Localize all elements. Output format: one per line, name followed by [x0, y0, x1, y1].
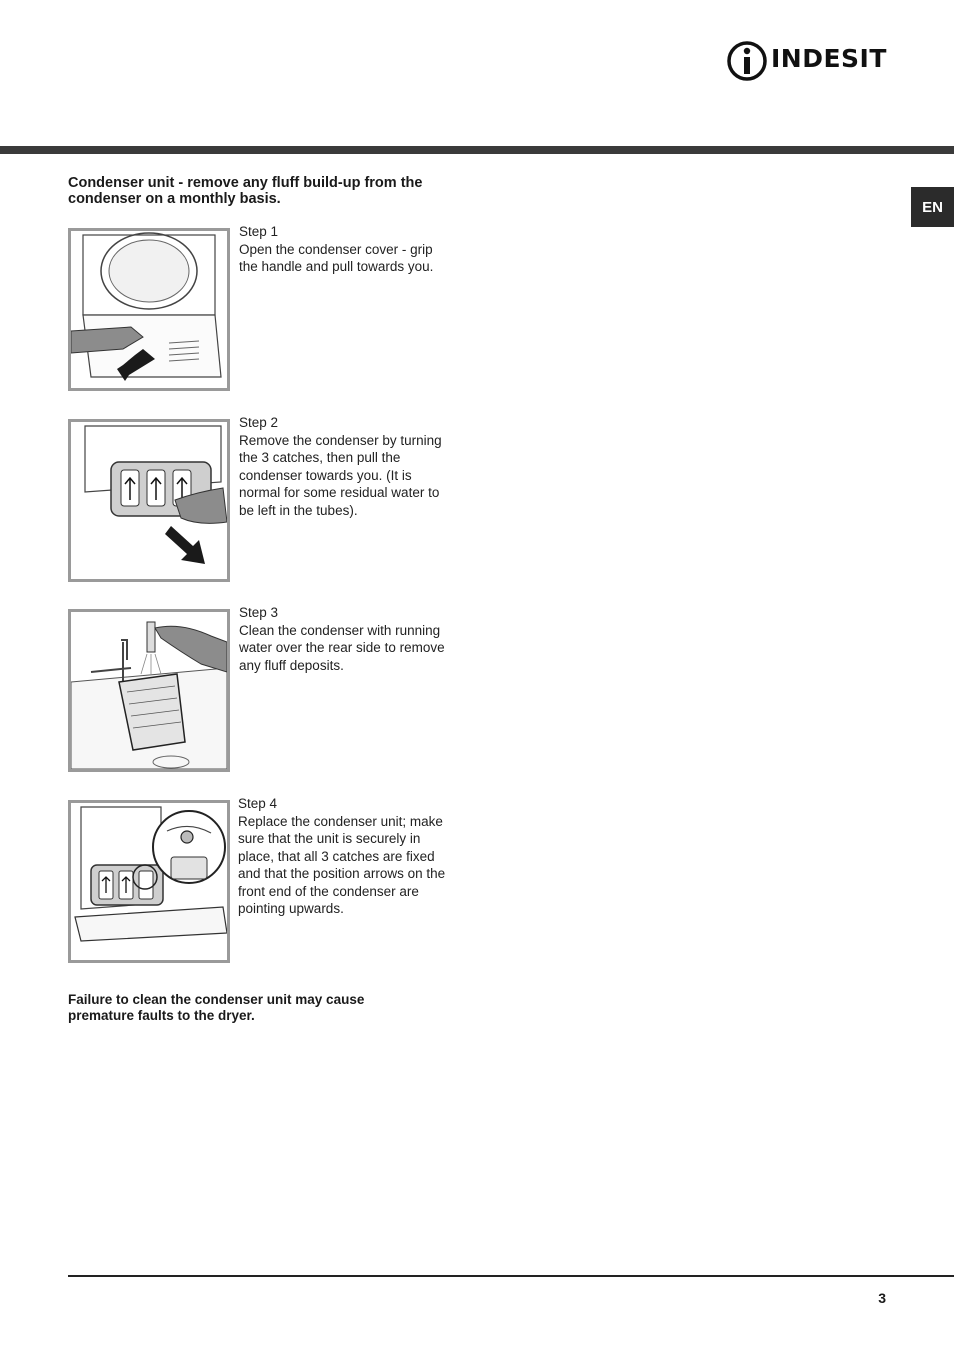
brand-name: INDESIT [771, 44, 887, 73]
step-2-illustration [68, 419, 230, 582]
indesit-logo-icon [727, 40, 769, 82]
step-instructions: Replace the condenser unit; make sure that the unit is securely in place, that all 3 catches are fixed and that the position arrows on the front end of the condenser are pointing upwards. [238, 813, 446, 916]
remove-condenser-illustration [71, 422, 227, 579]
rinse-condenser-illustration [71, 612, 227, 769]
header-rule [0, 146, 954, 154]
step-instructions: Open the condenser cover - grip the handle and pull towards you. [239, 241, 434, 274]
step-label: Step 3 [239, 605, 279, 620]
warning-note: Failure to clean the condenser unit may cause premature faults to the dryer. [68, 992, 365, 1023]
replace-condenser-illustration [71, 803, 227, 960]
page-number: 3 [878, 1290, 886, 1306]
step-1-illustration [68, 228, 230, 391]
step-label: Step 1 [239, 224, 279, 239]
step-label: Step 2 [239, 415, 279, 430]
step-3-text [239, 604, 454, 674]
step-instructions: Remove the condenser by turning the 3 catches, then pull the condenser towards you. (It is normal for some residual water to be left in the tubes). [239, 432, 442, 518]
language-tab: EN [911, 187, 954, 227]
brand-logo [727, 40, 887, 82]
step-2-text [239, 414, 454, 519]
step-1-text [239, 223, 454, 276]
step-3-illustration [68, 609, 230, 772]
step-4-illustration [68, 800, 230, 963]
step-4-text [238, 795, 453, 918]
section-heading: Condenser unit - remove any fluff build-up from the condenser on a monthly basis. [68, 175, 423, 207]
step-label: Step 4 [238, 796, 278, 811]
open-cover-illustration [71, 231, 227, 388]
footer-rule [68, 1275, 954, 1277]
step-instructions: Clean the condenser with running water over the rear side to remove any fluff deposits. [239, 622, 445, 673]
